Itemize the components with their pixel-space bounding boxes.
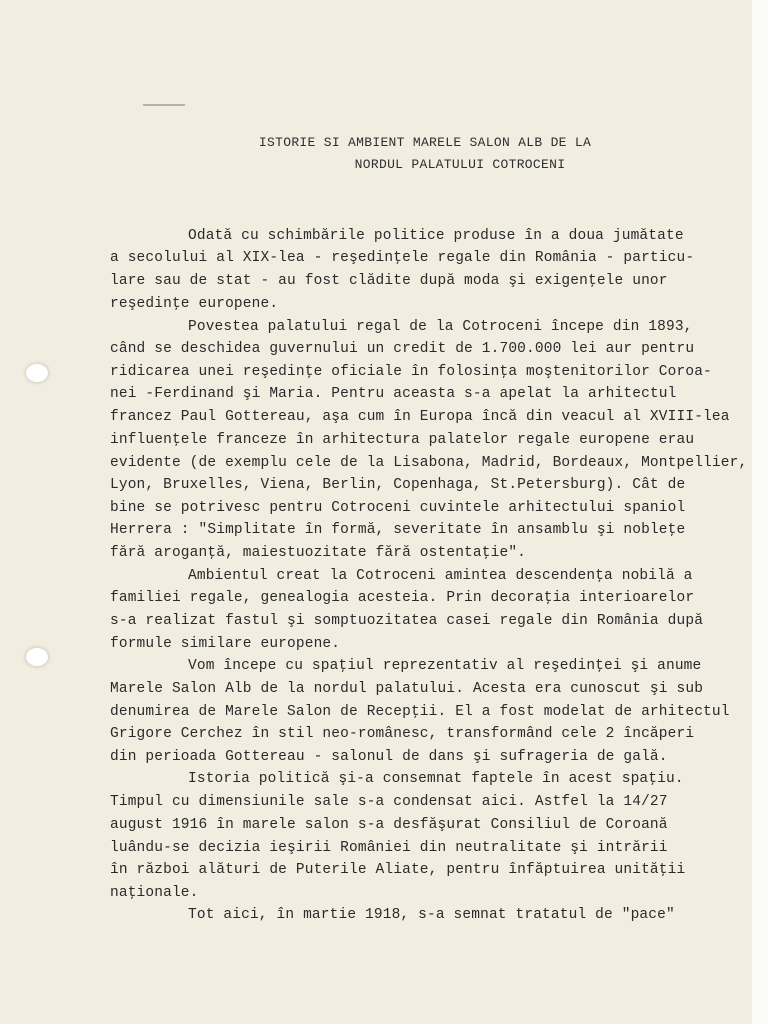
text-line: lare sau de stat - au fost clădite după moda şi exigenţele unor [110, 273, 668, 289]
text-line: Lyon, Bruxelles, Viena, Berlin, Copenhaga, St.Petersburg). Cât de [110, 477, 686, 493]
document-title-line-2: NORDUL PALATULUI COTROCENI [354, 157, 566, 172]
text-line: fără aroganţă, maiestuozitate fără ostentaţie". [110, 545, 527, 561]
text-line: Grigore Cerchez în stil neo-românesc, transformând cele 2 încăperi [110, 726, 695, 742]
text-line: când se deschidea guvernului un credit de 1.700.000 lei aur pentru [110, 341, 695, 357]
page-edge [752, 0, 768, 1024]
text-line: a secolului al XIX-lea - reşedinţele regale din România - particu- [110, 250, 695, 266]
text-line: s-a realizat fastul şi somptuozitatea casei regale din România după [110, 613, 704, 629]
text-line: luându-se decizia ieşirii României din neutralitate şi intrării [110, 840, 668, 856]
text-line: francez Paul Gottereau, aşa cum în Europa încă din veacul al XVIII-lea [110, 409, 730, 425]
text-line: Tot aici, în martie 1918, s-a semnat tratatul de "pace" [188, 907, 675, 923]
text-line: evidente (de exemplu cele de la Lisabona, Madrid, Bordeaux, Montpellier, [110, 455, 748, 471]
text-line: Vom începe cu spaţiul reprezentativ al reşedinţei şi anume [188, 658, 702, 674]
text-line: nei -Ferdinand şi Maria. Pentru aceasta s-a apelat la arhitectul [110, 386, 677, 402]
text-line: denumirea de Marele Salon de Recepţii. El a fost modelat de arhitectul [110, 704, 730, 720]
document-title-line-1: ISTORIE SI AMBIENT MARELE SALON ALB DE LA [258, 135, 592, 150]
text-line: în război alături de Puterile Aliate, pentru înfăptuirea unităţii [110, 862, 686, 878]
text-line: familiei regale, genealogia acesteia. Prin decoraţia interioarelor [110, 590, 695, 606]
punch-hole-bottom [26, 648, 48, 666]
text-line: naţionale. [110, 885, 199, 901]
text-line: bine se potrivesc pentru Cotroceni cuvintele arhitectului spaniol [110, 500, 686, 516]
text-line: Marele Salon Alb de la nordul palatului. Acesta era cunoscut şi sub [110, 681, 704, 697]
text-line: august 1916 în marele salon s-a desfăşurat Consiliul de Coroană [110, 817, 668, 833]
text-line: din perioada Gottereau - salonul de dans şi sufrageria de gală. [110, 749, 668, 765]
text-line: influenţele franceze în arhitectura palatelor regale europene erau [110, 432, 695, 448]
text-line: Timpul cu dimensiunile sale s-a condensat aici. Astfel la 14/27 [110, 794, 668, 810]
text-line: Odată cu schimbările politice produse în a doua jumătate [188, 228, 684, 244]
text-line: Povestea palatului regal de la Cotroceni începe din 1893, [188, 319, 693, 335]
text-line: Ambientul creat la Cotroceni amintea descendenţa nobilă a [188, 568, 693, 584]
text-line: Herrera : "Simplitate în formă, severitate în ansamblu şi nobleţe [110, 522, 686, 538]
header-dash [143, 104, 185, 106]
text-line: ridicarea unei reşedinţe oficiale în folosinţa moştenitorilor Coroa- [110, 364, 712, 380]
text-line: formule similare europene. [110, 636, 341, 652]
text-line: reşedinţe europene. [110, 296, 279, 312]
text-line: Istoria politică şi-a consemnat faptele în acest spaţiu. [188, 771, 684, 787]
punch-hole-top [26, 364, 48, 382]
